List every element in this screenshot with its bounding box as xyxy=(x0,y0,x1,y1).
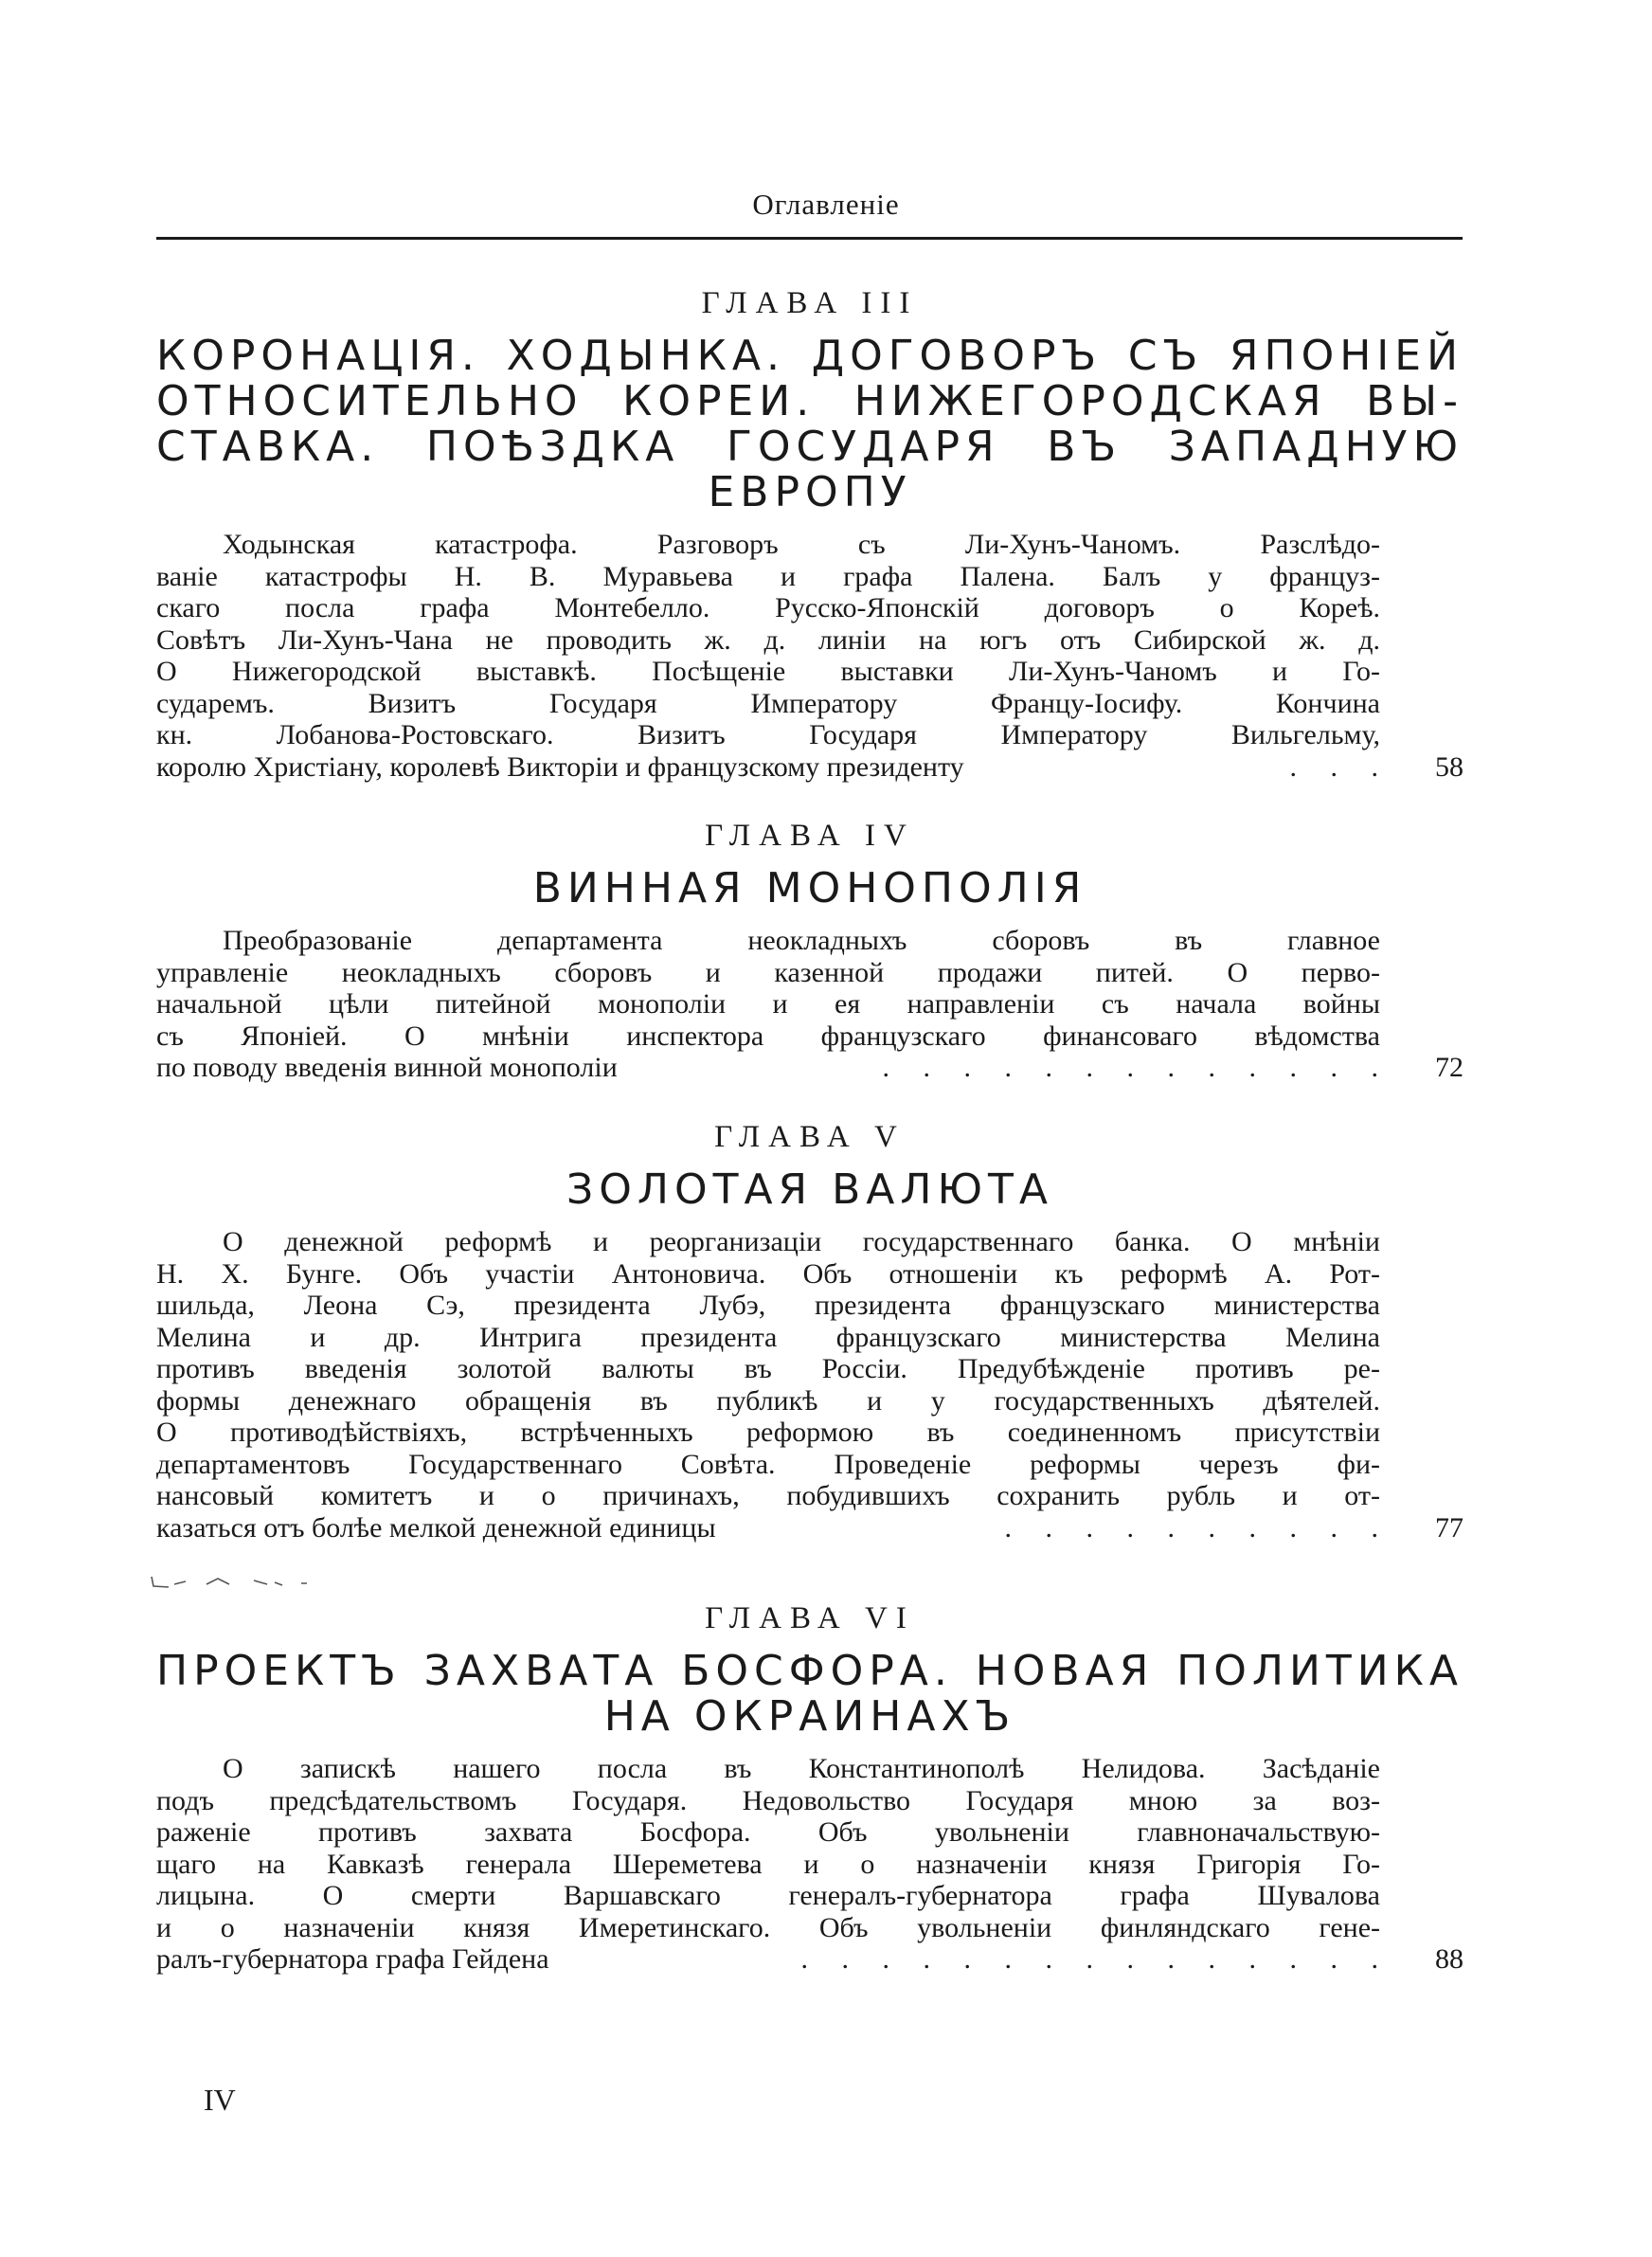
chapter-3 xyxy=(156,284,1463,783)
chapter-title-line: НА ОКРАИНАХЪ xyxy=(603,1692,1016,1741)
summary-line: противъ введенія золотой валюты въ Россіи. Предубѣжденіе противъ ре- xyxy=(156,1353,1380,1384)
summary-last-line xyxy=(156,751,1463,784)
summary-line: казаться отъ болѣе мелкой денежной единицы xyxy=(156,1511,716,1544)
summary-line: О Нижегородской выставкѣ. Посѣщеніе выставки Ли-Хунъ-Чаномъ и Го- xyxy=(156,656,1380,687)
chapter-title xyxy=(156,1649,1463,1740)
summary-line: департаментовъ Государственнаго Совѣта. Проведеніе реформы черезъ фи- xyxy=(156,1448,1380,1480)
chapter-title-line: КОРОНАЦІЯ. ХОДЫНКА. ДОГОВОРЪ СЪ ЯПОНІЕЙ xyxy=(156,332,1463,380)
chapter-summary xyxy=(156,1226,1463,1544)
summary-line: ваніе катастрофы Н. В. Муравьева и графа Палена. Балъ у француз- xyxy=(156,560,1380,592)
summary-line: щаго на Кавказѣ генерала Шереметева и о назначеніи князя Григорія Го- xyxy=(156,1848,1380,1880)
summary-line: королю Христіану, королевѣ Викторіи и французскому президенту xyxy=(156,750,964,783)
page-number[interactable]: 72 xyxy=(1435,1052,1463,1083)
chapter-title-line: ОТНОСИТЕЛЬНО КОРЕИ. НИЖЕГОРОДСКАЯ ВЫ- xyxy=(156,377,1463,425)
summary-line: Мелина и др. Интрига президента французскаго министерства Мелина xyxy=(156,1321,1380,1353)
chapter-title xyxy=(156,1167,1463,1213)
chapter-summary xyxy=(156,1753,1463,1976)
chapter-title-line: ПРОЕКТЪ ЗАХВАТА БОСФОРА. НОВАЯ ПОЛИТИКА xyxy=(156,1647,1463,1695)
summary-line: раженіе противъ захвата Босфора. Объ увольненіи главноначальствую- xyxy=(156,1816,1380,1848)
chapter-summary xyxy=(156,529,1463,783)
chapter-label: ГЛАВА IV xyxy=(705,819,915,853)
chapter-5 xyxy=(156,1118,1463,1544)
summary-line: О противодѣйствіяхъ, встрѣченныхъ реформою въ соединенномъ присутствіи xyxy=(156,1417,1380,1448)
leader-dots: . . . . . . . . . . xyxy=(1004,1511,1392,1544)
chapter-6 xyxy=(156,1599,1463,1976)
page-number[interactable]: 88 xyxy=(1435,1943,1463,1975)
summary-line: Преобразованіе департамента неокладныхъ сборовъ въ главное xyxy=(223,925,1380,956)
summary-line: шильда, Леона Сэ, президента Лубэ, президента французскаго министерства xyxy=(156,1290,1380,1321)
summary-line: О запискѣ нашего посла въ Константинополѣ Нелидова. Засѣданіе xyxy=(223,1753,1380,1784)
summary-line: начальной цѣли питейной монополіи и ея направленіи съ начала войны xyxy=(156,988,1380,1020)
summary-line: Совѣтъ Ли-Хунъ-Чана не проводить ж. д. линіи на югъ отъ Сибирской ж. д. xyxy=(156,623,1380,656)
summary-line: по поводу введенія винной монополіи xyxy=(156,1052,618,1083)
summary-line: и о назначеніи князя Имеретинскаго. Объ увольненіи финляндскаго гене- xyxy=(156,1911,1380,1943)
summary-last-line xyxy=(156,1943,1463,1976)
summary-line: кн. Лобанова-Ростовскаго. Визитъ Государя Императору Вильгельму, xyxy=(156,719,1380,750)
summary-line: Н. Х. Бунге. Объ участіи Антоновича. Объ отношеніи къ реформѣ А. Рот- xyxy=(156,1257,1380,1290)
summary-line: сударемъ. Визитъ Государя Императору Францу-Іосифу. Кончина xyxy=(156,687,1380,719)
chapter-title-line: ЕВРОПУ xyxy=(708,468,912,516)
summary-line: О денежной реформѣ и реорганизаціи государственнаго банка. О мнѣніи xyxy=(223,1226,1380,1257)
chapter-title-line: ВИННАЯ МОНОПОЛІЯ xyxy=(532,864,1087,912)
summary-line: управленіе неокладныхъ сборовъ и казенной продажи питей. О перво- xyxy=(156,956,1380,988)
leader-dots: . . . xyxy=(1289,750,1392,783)
header-rule xyxy=(156,237,1463,240)
summary-line: подъ предсѣдательствомъ Государя. Недовольство Государя мною за воз- xyxy=(156,1784,1380,1816)
chapter-label: ГЛАВА III xyxy=(701,286,919,320)
summary-line: ралъ-губернатора графа Гейдена xyxy=(156,1943,549,1975)
summary-line: лицына. О смерти Варшавскаго генералъ-губернатора графа Шувалова xyxy=(156,1880,1380,1911)
leader-dots: . . . . . . . . . . . . . xyxy=(882,1052,1392,1083)
summary-line: съ Японіей. О мнѣніи инспектора французскаго финансоваго вѣдомства xyxy=(156,1020,1380,1052)
page-number[interactable]: 77 xyxy=(1435,1511,1463,1544)
leader-dots: . . . . . . . . . . . . . . . xyxy=(800,1943,1392,1975)
ink-smudge xyxy=(150,1573,349,1592)
page-folio: IV xyxy=(204,2083,236,2117)
chapter-summary xyxy=(156,925,1463,1084)
summary-last-line xyxy=(156,1512,1463,1544)
summary-line: формы денежнаго обращенія въ публикѣ и у государственныхъ дѣятелей. xyxy=(156,1384,1380,1417)
page-number[interactable]: 58 xyxy=(1435,750,1463,783)
chapter-label: ГЛАВА VI xyxy=(705,1601,915,1635)
summary-line: нансовый комитетъ и о причинахъ, побудившихъ сохранить рубль и от- xyxy=(156,1480,1380,1511)
summary-line: Ходынская катастрофа. Разговоръ съ Ли-Хунъ-Чаномъ. Разслѣдо- xyxy=(223,529,1380,560)
summary-line: скаго посла графа Монтебелло. Русско-Японскій договоръ о Кореѣ. xyxy=(156,592,1380,623)
chapter-title-line: ЗОЛОТАЯ ВАЛЮТА xyxy=(566,1165,1053,1214)
chapter-title xyxy=(156,334,1463,515)
chapter-title xyxy=(156,866,1463,912)
chapter-label: ГЛАВА V xyxy=(714,1120,906,1154)
chapter-title-line: СТАВКА. ПОѢЗДКА ГОСУДАРЯ ВЪ ЗАПАДНУЮ xyxy=(156,423,1463,471)
chapter-4 xyxy=(156,817,1463,1084)
summary-last-line xyxy=(156,1052,1463,1084)
running-head: Оглавленіе xyxy=(752,188,900,221)
